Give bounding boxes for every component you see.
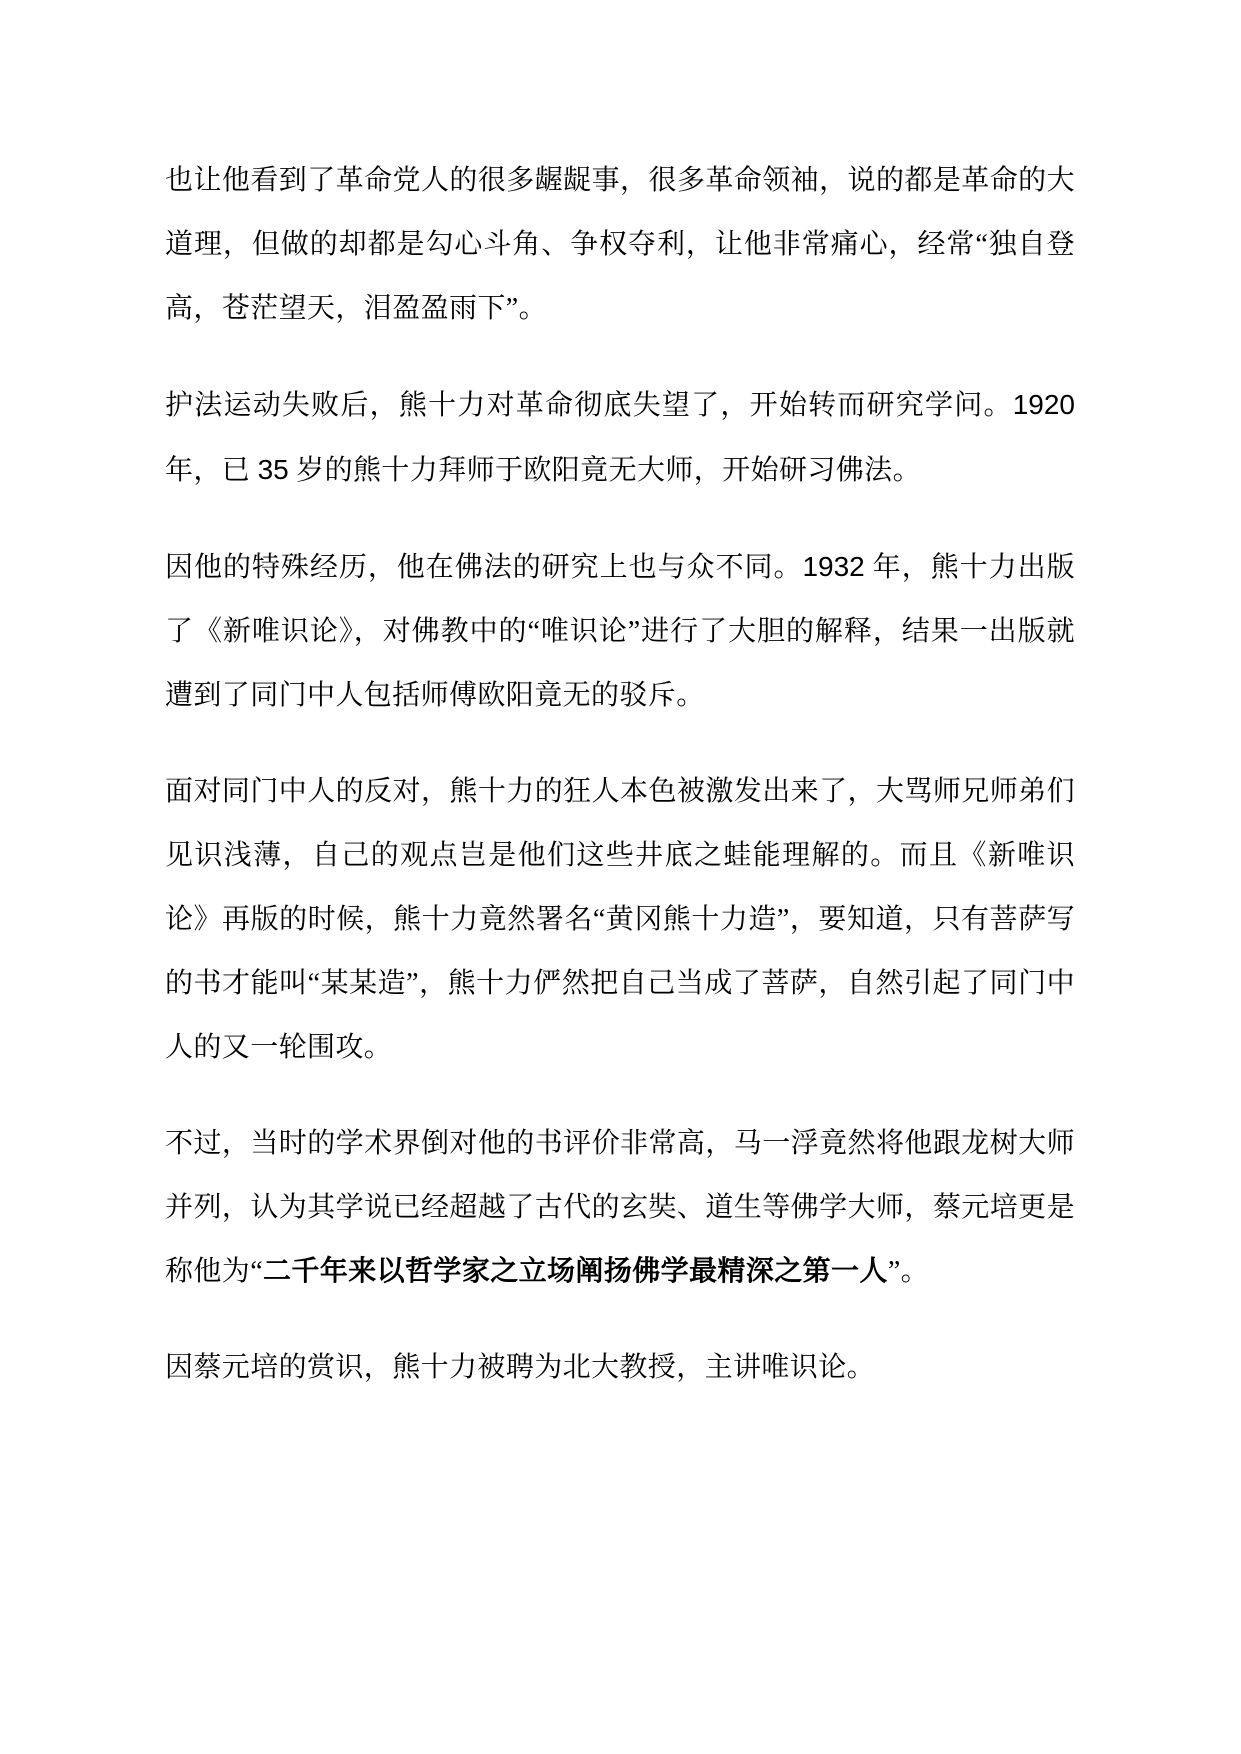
text-run: 因蔡元培的赏识，熊十力被聘为北大教授，主讲唯识论。 xyxy=(165,1352,876,1383)
number-run: 35 xyxy=(257,454,289,485)
text-run: ”。 xyxy=(887,1256,930,1287)
text-run: 不过，当时的学术界倒对他的书评价非常高，马一浮竟然将他跟龙树大师并列，认为其学说已经超越了古代的玄奘、道生等佛学大师，蔡元培更是称他为“ xyxy=(165,1128,1075,1287)
text-run: 年，已 xyxy=(165,455,258,486)
text-run: 年，熊十力出版了《新唯识论》，对佛教中的“唯识论”进行了大胆的解释，结果一出版就遭到了同门中人包括师傅欧阳竟无的驳斥。 xyxy=(165,552,1075,711)
bold-text-run: 二千年来以哲学家之立场阐扬佛学最精深之第一人 xyxy=(263,1256,888,1287)
text-run: 护法运动失败后，熊十力对革命彻底失望了，开始转而研究学问。 xyxy=(165,390,1013,421)
text-run: 也让他看到了革命党人的很多龌龊事，很多革命领袖，说的都是革命的大道理，但做的却都是勾心斗角、争权夺利，让他非常痛心，经常“独自登高，苍茫望天，泪盈盈雨下”。 xyxy=(165,165,1075,324)
paragraph xyxy=(165,1336,1075,1400)
paragraph xyxy=(165,149,1075,341)
number-run: 1932 xyxy=(802,551,865,582)
number-run: 1920 xyxy=(1012,389,1075,420)
paragraph xyxy=(165,1112,1075,1304)
text-run: 面对同门中人的反对，熊十力的狂人本色被激发出来了，大骂师兄师弟们见识浅薄，自己的观点岂是他们这些井底之蛙能理解的。而且《新唯识论》再版的时候，熊十力竟然署名“黄冈熊十力造”，要知道，只有菩萨写的书才能叫“某某造”，熊十力俨然把自己当成了菩萨，自然引起了同门中人的又一轮围攻。 xyxy=(165,776,1075,1063)
text-run: 因他的特殊经历，他在佛法的研究上也与众不同。 xyxy=(165,552,803,583)
paragraph xyxy=(165,760,1075,1080)
paragraph xyxy=(165,535,1075,728)
text-run: 岁的熊十力拜师于欧阳竟无大师，开始研习佛法。 xyxy=(288,455,921,486)
paragraph xyxy=(165,373,1075,503)
